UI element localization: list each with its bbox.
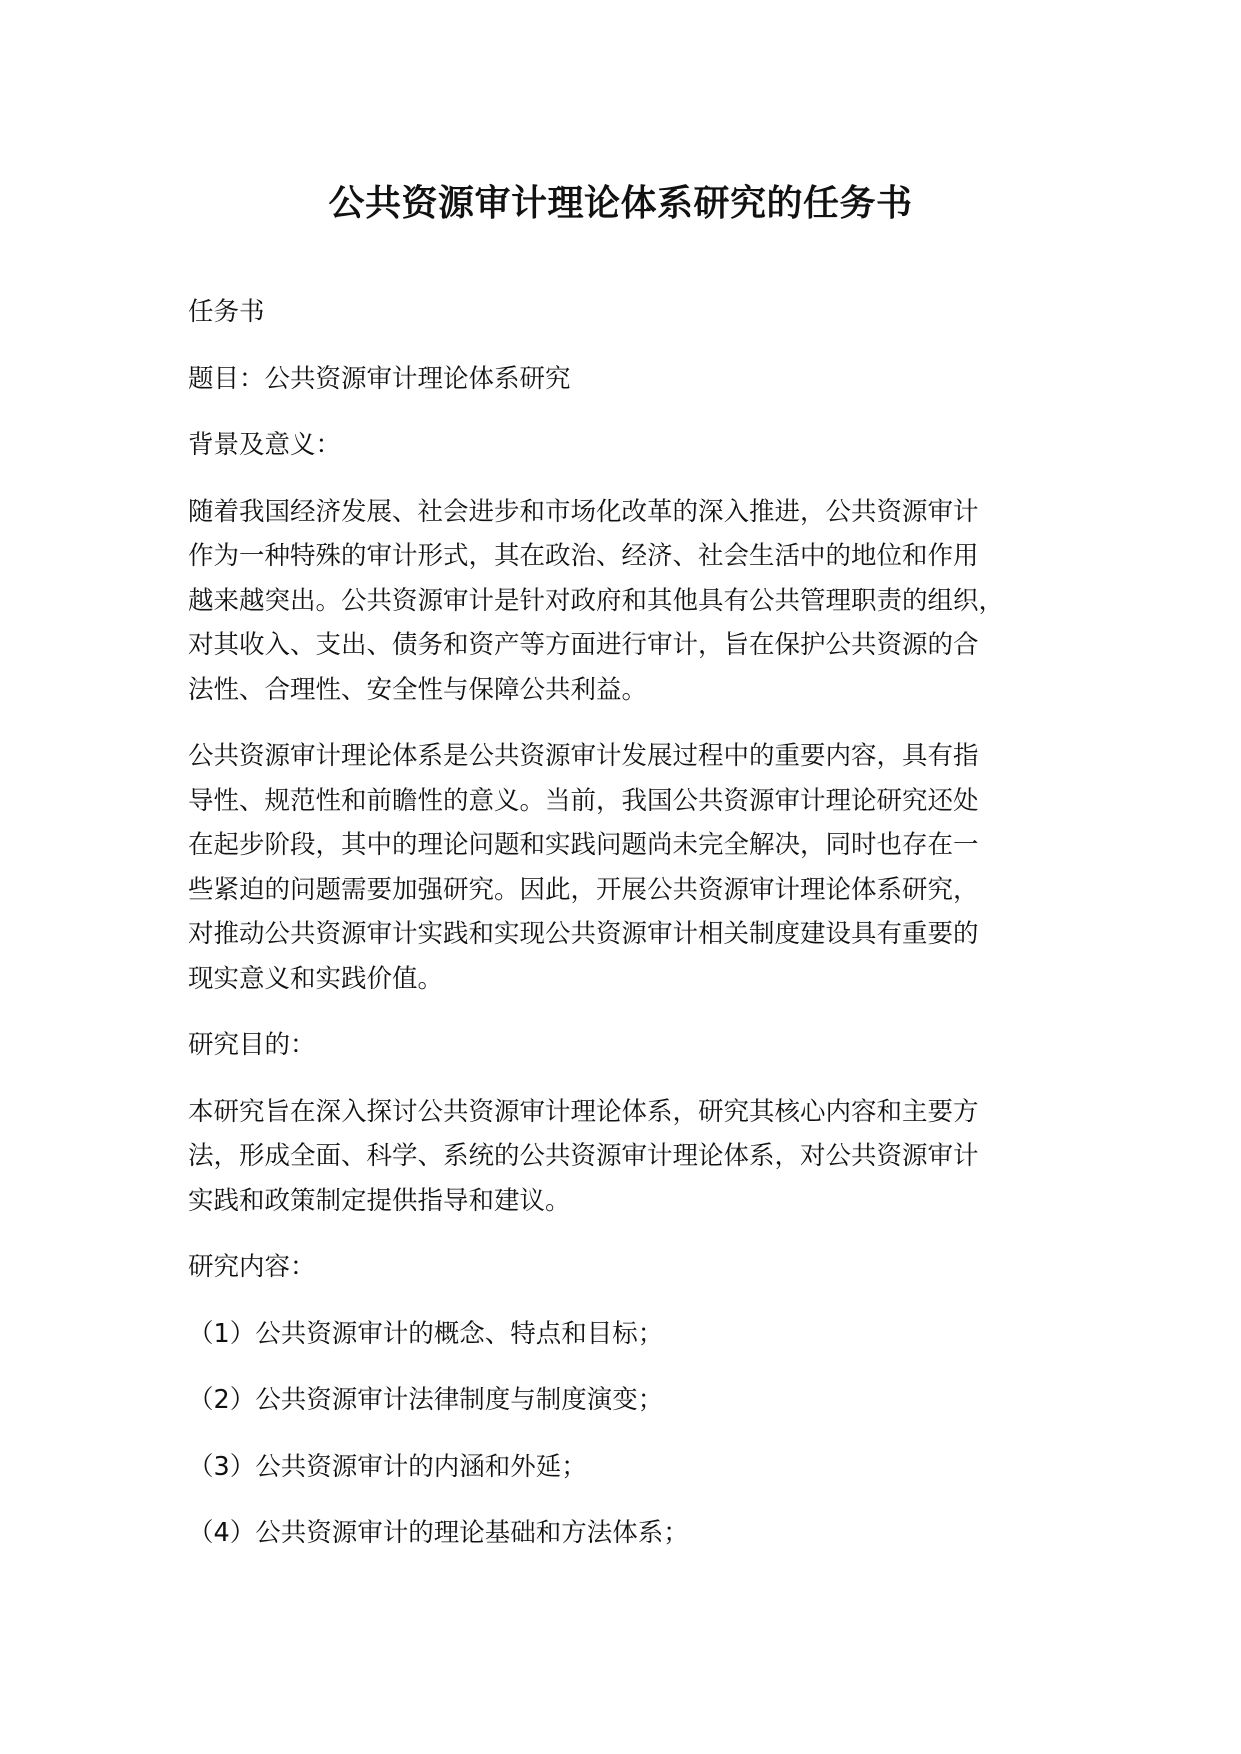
paragraph-line: 法，形成全面、科学、系统的公共资源审计理论体系，对公共资源审计 bbox=[188, 1141, 979, 1171]
document-title: 公共资源审计理论体系研究的任务书 bbox=[328, 183, 913, 224]
paragraph-line: 对其收入、支出、债务和资产等方面进行审计，旨在保护公共资源的合 bbox=[188, 630, 979, 660]
paragraph-line: 些紧迫的问题需要加强研究。因此，开展公共资源审计理论体系研究， bbox=[188, 874, 979, 905]
document-body bbox=[188, 290, 1038, 1556]
paragraph-line: 法性、合理性、安全性与保障公共利益。 bbox=[188, 674, 648, 705]
paragraph-line: 实践和政策制定提供指导和建议。 bbox=[188, 1185, 571, 1216]
content-heading: 研究内容： bbox=[188, 1252, 316, 1282]
paragraph-line: 公共资源审计理论体系是公共资源审计发展过程中的重要内容，具有指 bbox=[188, 741, 979, 771]
purpose-heading: 研究目的： bbox=[188, 1030, 316, 1060]
purpose-paragraph bbox=[188, 1090, 1038, 1224]
background-paragraph-2 bbox=[188, 734, 1038, 1001]
taskbook-label: 任务书 bbox=[188, 297, 265, 327]
paragraph-line: 随着我国经济发展、社会进步和市场化改革的深入推进，公共资源审计 bbox=[188, 496, 979, 527]
background-paragraph-1 bbox=[188, 490, 1038, 713]
paragraph-line: 导性、规范性和前瞻性的意义。当前，我国公共资源审计理论研究还处 bbox=[188, 785, 979, 816]
paragraph-line: 越来越突出。公共资源审计是针对政府和其他具有公共管理职责的组织， bbox=[188, 585, 1005, 616]
paragraph-line: 本研究旨在深入探讨公共资源审计理论体系，研究其核心内容和主要方 bbox=[188, 1096, 979, 1127]
paragraph-line: 在起步阶段，其中的理论问题和实践问题尚未完全解决，同时也存在一 bbox=[188, 830, 979, 860]
paragraph-line: 对推动公共资源审计实践和实现公共资源审计相关制度建设具有重要的 bbox=[188, 919, 979, 949]
content-item: （3）公共资源审计的内涵和外延； bbox=[188, 1451, 587, 1482]
topic-line: 题目：公共资源审计理论体系研究 bbox=[188, 363, 571, 394]
content-item: （2）公共资源审计法律制度与制度演变； bbox=[188, 1385, 664, 1415]
content-item: （1）公共资源审计的概念、特点和目标； bbox=[188, 1318, 664, 1349]
background-heading: 背景及意义： bbox=[188, 430, 342, 460]
paragraph-line: 现实意义和实践价值。 bbox=[188, 963, 444, 994]
content-item: （4）公共资源审计的理论基础和方法体系； bbox=[188, 1518, 689, 1548]
paragraph-line: 作为一种特殊的审计形式，其在政治、经济、社会生活中的地位和作用 bbox=[188, 541, 979, 571]
